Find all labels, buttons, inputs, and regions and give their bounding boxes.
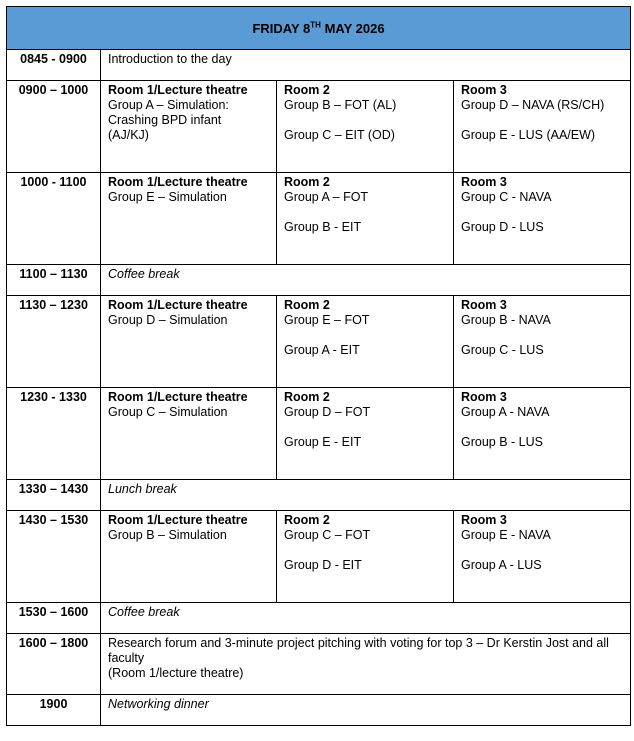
session-line: Group B - EIT [284,220,362,234]
schedule-table [6,6,631,726]
session-cell [101,634,631,695]
session-line: Group D - LUS [461,220,544,234]
room-title: Room 1/Lecture theatre [108,513,248,527]
room3-cell [454,388,631,480]
session-line: Group A - LUS [461,558,542,572]
table-row [7,388,631,480]
room2-cell [277,511,454,603]
room2-cell [277,388,454,480]
break-cell: Coffee break [101,265,631,296]
table-row [7,265,631,296]
session-line: Group D - EIT [284,558,362,572]
table-row [7,511,631,603]
session-line: Group D – FOT [284,405,371,419]
session-line: Group B – Simulation [108,528,227,542]
session-line: Group C – EIT (OD) [284,128,395,142]
session-line: Group C – Simulation [108,405,228,419]
session-line: Group E – Simulation [108,190,227,204]
time-cell: 1130 – 1230 [7,296,101,388]
session-line: Group A - EIT [284,343,360,357]
session-line: Group E - NAVA [461,528,551,542]
table-row [7,603,631,634]
room1-cell [101,173,277,265]
session-line: Group A – FOT [284,190,369,204]
room1-cell [101,511,277,603]
table-row [7,296,631,388]
session-line: Group C - NAVA [461,190,552,204]
room2-cell [277,81,454,173]
room3-cell [454,173,631,265]
session-line: Crashing BPD infant [108,113,222,127]
time-cell: 1000 - 1100 [7,173,101,265]
room-title: Room 3 [461,298,507,312]
room1-cell [101,81,277,173]
room-title: Room 1/Lecture theatre [108,175,248,189]
room-title: Room 1/Lecture theatre [108,390,248,404]
session-line: (Room 1/lecture theatre) [108,666,244,680]
break-cell: Lunch break [101,480,631,511]
session-line: Group B - NAVA [461,313,551,327]
day-title: FRIDAY 8TH MAY 2026 [7,7,631,50]
time-cell: 1600 – 1800 [7,634,101,695]
session-line: Group D – Simulation [108,313,228,327]
table-row [7,480,631,511]
session-line: Group B – FOT (AL) [284,98,397,112]
room-title: Room 2 [284,175,330,189]
session-line: Group A – Simulation: [108,98,229,112]
session-line: Group E - EIT [284,435,362,449]
table-row [7,81,631,173]
header-row [7,7,631,50]
session-line: Research forum and 3-minute project pitching with voting for top 3 – Dr Kerstin Jost and all faculty [108,636,609,665]
room2-cell [277,173,454,265]
session-line: Group C – FOT [284,528,371,542]
room-title: Room 2 [284,390,330,404]
table-row [7,695,631,726]
room-title: Room 1/Lecture theatre [108,298,248,312]
room-title: Room 2 [284,513,330,527]
session-line: Group A - NAVA [461,405,550,419]
room3-cell [454,511,631,603]
break-cell: Coffee break [101,603,631,634]
time-cell: 1430 – 1530 [7,511,101,603]
time-cell: 1330 – 1430 [7,480,101,511]
room3-cell [454,81,631,173]
room3-cell [454,296,631,388]
table-row [7,173,631,265]
session-line: Group C - LUS [461,343,544,357]
room1-cell [101,296,277,388]
time-cell: 1100 – 1130 [7,265,101,296]
session-line: Group B - LUS [461,435,543,449]
room-title: Room 2 [284,83,330,97]
room-title: Room 3 [461,390,507,404]
session-cell: Introduction to the day [101,50,631,81]
session-line: Group D – NAVA (RS/CH) [461,98,605,112]
table-row [7,50,631,81]
room-title: Room 3 [461,513,507,527]
room2-cell [277,296,454,388]
room-title: Room 2 [284,298,330,312]
time-cell: 1230 - 1330 [7,388,101,480]
session-line: Group E - LUS (AA/EW) [461,128,596,142]
table-row [7,634,631,695]
session-cell: Networking dinner [101,695,631,726]
time-cell: 1530 – 1600 [7,603,101,634]
time-cell: 0900 – 1000 [7,81,101,173]
time-cell: 0845 - 0900 [7,50,101,81]
session-line: (AJ/KJ) [108,128,149,142]
room1-cell [101,388,277,480]
time-cell: 1900 [7,695,101,726]
room-title: Room 3 [461,83,507,97]
room-title: Room 1/Lecture theatre [108,83,248,97]
session-line: Group E – FOT [284,313,370,327]
room-title: Room 3 [461,175,507,189]
